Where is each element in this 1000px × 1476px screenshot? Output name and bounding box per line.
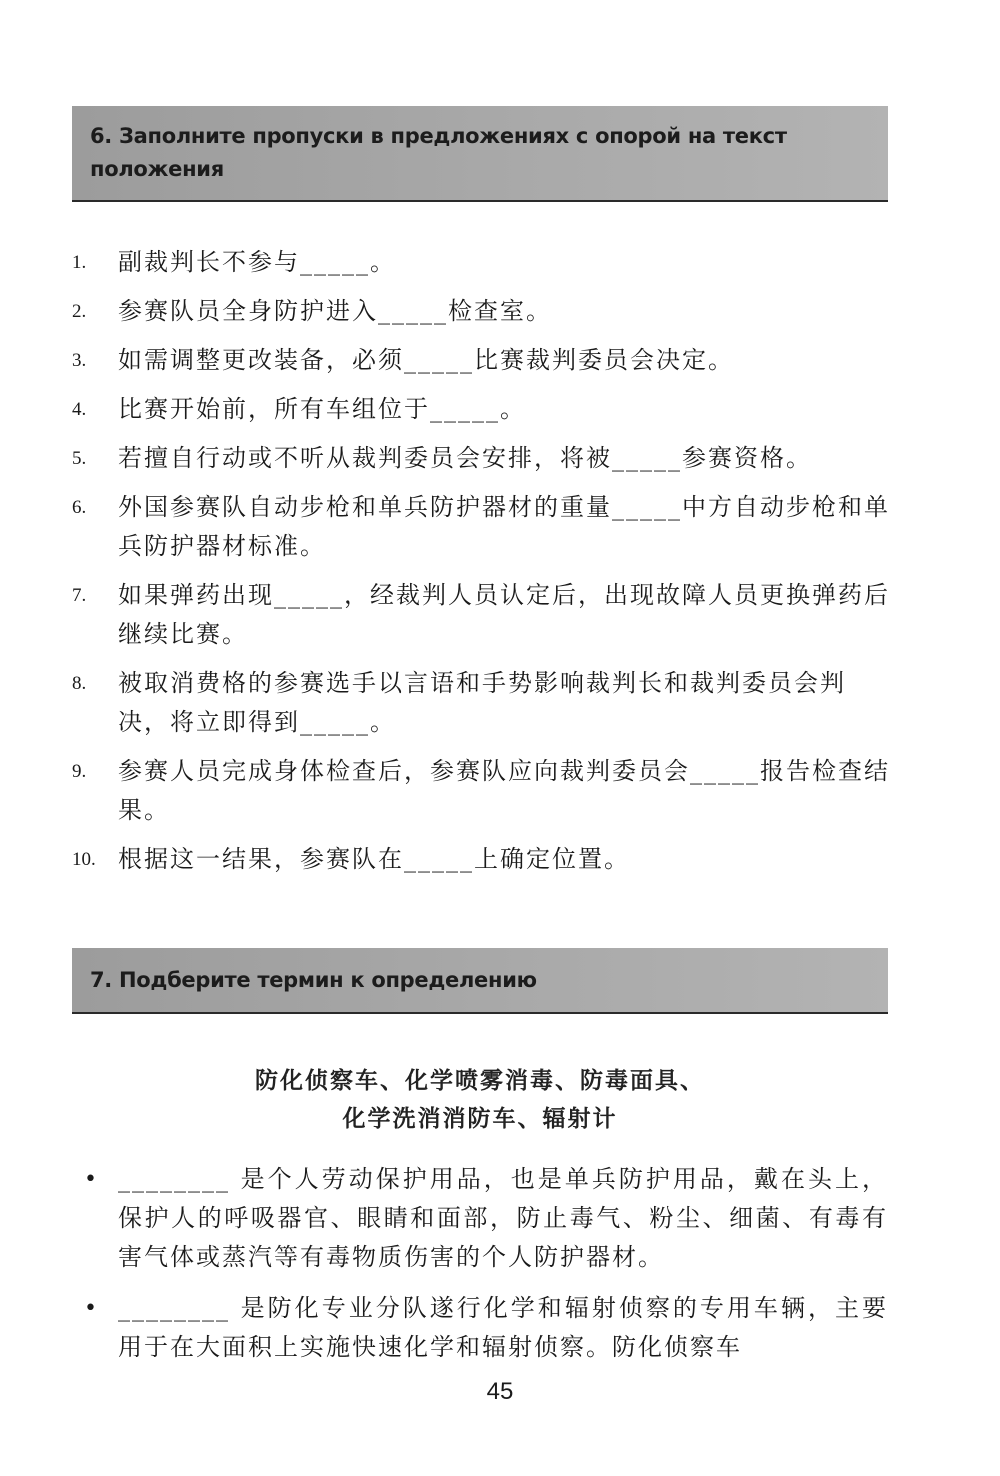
exercise-text: 如果弹药出现_____，经裁判人员认定后，出现故障人员更换弹药后继续比赛。 [118,581,890,648]
section-7-title: 7. Подберите термин к определению [90,968,537,992]
exercise-number: 1. [72,252,87,273]
exercise-text: 外国参赛队自动步枪和单兵防护器材的重量_____中方自动步枪和单兵防护器材标准。 [118,493,890,560]
section-6-title: 6. Заполните пропуски в предложениях с опорой на текст положения [90,124,787,181]
exercise-text: 比赛开始前，所有车组位于_____。 [118,395,526,423]
fill-in-exercise-list [72,243,892,889]
bullet-icon: • [84,1167,99,1192]
exercise-text: 根据这一结果，参赛队在_____上确定位置。 [118,845,630,873]
exercise-number: 10. [72,849,96,870]
exercise-item [72,576,892,654]
definition-item [72,1289,888,1367]
exercise-item [72,439,892,478]
exercise-text: 参赛人员完成身体检查后，参赛队应向裁判委员会_____报告检查结果。 [118,757,890,824]
exercise-number: 2. [72,301,87,322]
page-number: 45 [486,1378,514,1405]
exercise-item [72,390,892,429]
exercise-item [72,752,892,830]
exercise-item [72,292,892,331]
section-6-header [72,106,888,202]
exercise-text: 若擅自行动或不听从裁判委员会安排，将被_____参赛资格。 [118,444,812,472]
definition-text: ________ 是个人劳动保护用品，也是单兵防护用品，戴在头上，保护人的呼吸器官、眼睛和面部，防止毒气、粉尘、细菌、有毒有害气体或蒸汽等有毒物质伤害的个人防护器材。 [118,1165,888,1271]
exercise-text: 参赛队员全身防护进入_____检查室。 [118,297,552,325]
exercise-number: 6. [72,497,87,518]
bullet-icon: • [84,1296,99,1321]
exercise-item [72,840,892,879]
section-7-header [72,948,888,1014]
exercise-item [72,664,892,742]
exercise-number: 3. [72,350,87,371]
term-bank [72,1062,888,1138]
definition-item [72,1160,888,1277]
term-bank-line: 化学洗消消防车、辐射计 [342,1105,618,1132]
definition-text: ________ 是防化专业分队遂行化学和辐射侦察的专用车辆，主要用于在大面积上实施快速化学和辐射侦察。防化侦察车 [118,1294,888,1361]
exercise-item [72,341,892,380]
exercise-number: 7. [72,585,87,606]
exercise-text: 如需调整更改装备，必须_____比赛裁判委员会决定。 [118,346,734,374]
exercise-number: 4. [72,399,87,420]
exercise-number: 8. [72,673,87,694]
exercise-item [72,243,892,282]
exercise-number: 5. [72,448,87,469]
exercise-text: 副裁判长不参与_____。 [118,248,396,276]
term-bank-line: 防化侦察车、化学喷雾消毒、防毒面具、 [255,1067,705,1094]
definition-list [72,1160,888,1379]
exercise-number: 9. [72,761,87,782]
exercise-text: 被取消费格的参赛选手以言语和手势影响裁判长和裁判委员会判决，将立即得到_____。 [118,669,846,736]
exercise-item [72,488,892,566]
